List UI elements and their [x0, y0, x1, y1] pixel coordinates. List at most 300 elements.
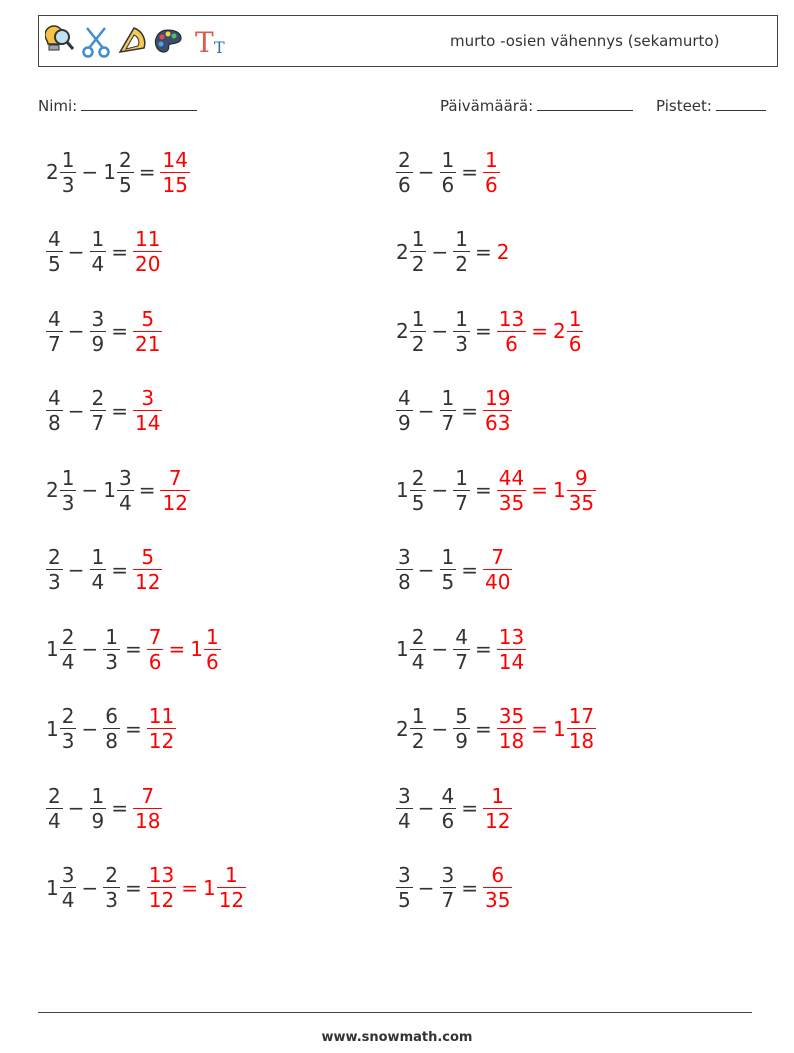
- minuend: [46, 148, 76, 197]
- whole-number: 2: [396, 239, 409, 264]
- numerator: 19: [485, 386, 511, 410]
- fraction: [117, 466, 134, 515]
- minus-sign: −: [67, 796, 85, 820]
- numerator: 35: [498, 704, 525, 728]
- subtrahend: [103, 625, 120, 674]
- numerator: 3: [61, 863, 75, 887]
- denominator: 4: [91, 570, 105, 594]
- denominator: 6: [398, 172, 411, 197]
- minuend: [396, 863, 413, 912]
- equals-sign: =: [474, 716, 492, 741]
- whole-number: 1: [46, 637, 59, 661]
- equals-sign: =: [124, 637, 142, 661]
- fraction: [90, 784, 107, 833]
- answer: [483, 784, 512, 833]
- fraction: [440, 863, 457, 912]
- denominator: 3: [48, 570, 61, 594]
- equals-sign: =: [124, 716, 142, 741]
- minus-sign: −: [417, 875, 435, 900]
- answer-equals-sign: =: [531, 478, 548, 502]
- answer: [133, 307, 162, 356]
- equals-sign: =: [111, 319, 128, 343]
- numerator: 2: [61, 624, 75, 649]
- fraction: [90, 545, 107, 594]
- minuend: [396, 784, 413, 833]
- denominator: 3: [105, 649, 118, 674]
- denominator: 4: [61, 649, 75, 674]
- fraction: [440, 148, 457, 197]
- minuend: [396, 227, 426, 276]
- subtrahend: [453, 227, 470, 276]
- fraction: [60, 466, 77, 515]
- numerator: 1: [441, 545, 455, 569]
- minus-sign: −: [431, 319, 449, 343]
- answer-whole: 2: [496, 239, 510, 264]
- denominator: 9: [91, 331, 105, 356]
- answer-mixed-number: [203, 863, 246, 912]
- answer: [483, 148, 500, 197]
- whole-number: 2: [396, 716, 409, 741]
- fraction: [567, 307, 584, 356]
- minus-sign: −: [67, 239, 85, 264]
- numerator: 7: [168, 465, 182, 490]
- whole-number: 1: [396, 637, 409, 661]
- fraction: [46, 386, 63, 435]
- denominator: 4: [61, 888, 75, 912]
- minus-sign: −: [81, 875, 99, 900]
- problem-item: [396, 223, 510, 281]
- denominator: 4: [398, 808, 411, 833]
- answer: [483, 863, 512, 912]
- denominator: 2: [411, 729, 425, 753]
- subtrahend: [103, 466, 133, 515]
- whole-number: 2: [46, 160, 59, 184]
- minuend: [396, 466, 426, 515]
- minus-sign: −: [81, 478, 99, 502]
- problem-item: [46, 223, 162, 281]
- denominator: 4: [118, 490, 132, 515]
- minuend: [46, 863, 76, 912]
- numerator: 13: [498, 306, 525, 331]
- answer-mixed-number: [553, 307, 583, 356]
- numerator: 1: [61, 147, 75, 172]
- answer-fraction: [497, 625, 526, 674]
- subtrahend: [90, 386, 107, 435]
- denominator: 18: [135, 808, 161, 833]
- minus-sign: −: [67, 398, 85, 423]
- numerator: 2: [118, 147, 132, 172]
- answer-mixed-number: [553, 466, 596, 515]
- score-blank[interactable]: [716, 95, 766, 111]
- fraction: [396, 545, 413, 594]
- fraction: [396, 386, 413, 435]
- fraction: [60, 625, 77, 674]
- answer-equals-sign: =: [531, 716, 548, 741]
- answer-fraction: [483, 784, 512, 833]
- fraction: [410, 307, 427, 356]
- subtrahend: [440, 386, 457, 435]
- denominator: 5: [48, 252, 61, 276]
- fraction: [103, 863, 120, 912]
- scissors-icon: [81, 22, 111, 60]
- denominator: 21: [135, 331, 161, 356]
- date-field[interactable]: [440, 95, 633, 115]
- numerator: 1: [411, 306, 425, 331]
- numerator: 1: [485, 147, 498, 172]
- answer-fraction: [133, 227, 162, 276]
- fraction: [46, 307, 63, 356]
- date-blank[interactable]: [537, 95, 633, 111]
- fraction: [46, 545, 63, 594]
- svg-text:T: T: [214, 38, 225, 57]
- fraction: [117, 148, 134, 197]
- numerator: 44: [498, 465, 525, 490]
- denominator: 18: [568, 729, 595, 753]
- numerator: 14: [162, 147, 188, 172]
- whole-number: 1: [202, 875, 216, 900]
- denominator: 14: [498, 649, 525, 674]
- minus-sign: −: [431, 716, 449, 741]
- minus-sign: −: [417, 398, 435, 423]
- numerator: 1: [225, 863, 238, 887]
- numerator: 2: [411, 465, 425, 490]
- fraction: [440, 545, 457, 594]
- problem-item: [46, 700, 176, 758]
- score-field[interactable]: [656, 95, 766, 115]
- answer: [497, 625, 526, 674]
- numerator: 3: [141, 386, 155, 410]
- subtrahend: [440, 545, 457, 594]
- denominator: 14: [135, 411, 161, 435]
- numerator: 1: [105, 624, 118, 649]
- denominator: 7: [455, 649, 468, 674]
- minuend: [396, 625, 426, 674]
- fraction: [440, 784, 457, 833]
- minuend: [46, 386, 63, 435]
- subtrahend: [440, 863, 457, 912]
- minus-sign: −: [431, 637, 449, 661]
- denominator: 5: [398, 888, 411, 912]
- denominator: 6: [485, 172, 498, 197]
- equals-sign: =: [474, 637, 492, 661]
- problem-item: [396, 620, 526, 678]
- problem-item: [396, 382, 512, 440]
- minuend: [396, 386, 413, 435]
- answer-equals-sign: =: [168, 637, 186, 661]
- numerator: 1: [441, 386, 455, 410]
- whole-number: 1: [46, 875, 59, 900]
- numerator: 4: [398, 386, 411, 410]
- answer: [497, 307, 584, 356]
- score-label: Pisteet:: [656, 97, 712, 115]
- icon-strip: [45, 22, 229, 60]
- problem-item: [396, 461, 596, 519]
- fraction: [410, 704, 427, 753]
- answer-fraction: [147, 704, 176, 753]
- subtrahend: [453, 704, 470, 753]
- problem-item: [46, 143, 190, 201]
- whole-number: 1: [396, 478, 409, 502]
- minuend: [46, 545, 63, 594]
- fraction: [90, 307, 107, 356]
- minuend: [46, 625, 76, 674]
- fraction: [453, 704, 470, 753]
- equals-sign: =: [461, 557, 478, 582]
- answer: [483, 545, 512, 594]
- subtrahend: [453, 625, 470, 674]
- answer: [147, 863, 246, 912]
- whole-number: 2: [46, 478, 59, 502]
- problem-item: [396, 143, 500, 201]
- minus-sign: −: [81, 716, 99, 741]
- fraction: [396, 148, 413, 197]
- denominator: 35: [498, 490, 525, 515]
- page-title: murto -osien vähennys (sekamurto): [450, 32, 720, 50]
- date-label: Päivämäärä:: [440, 97, 534, 115]
- answer: [483, 386, 512, 435]
- answer: [160, 466, 189, 515]
- minus-sign: −: [417, 557, 435, 582]
- equals-sign: =: [111, 557, 128, 582]
- numerator: 7: [148, 624, 162, 649]
- fraction: [103, 704, 120, 753]
- fraction: [567, 466, 596, 515]
- minuend: [46, 227, 63, 276]
- subtrahend: [90, 227, 107, 276]
- minuend: [46, 466, 76, 515]
- answer-mixed-number: [553, 704, 596, 753]
- subtrahend: [103, 863, 120, 912]
- numerator: 5: [455, 704, 468, 728]
- denominator: 4: [91, 252, 105, 276]
- whole-number: 1: [190, 637, 203, 661]
- denominator: 9: [91, 808, 105, 833]
- numerator: 1: [205, 624, 219, 649]
- denominator: 4: [411, 649, 425, 674]
- fraction: [204, 625, 221, 674]
- minus-sign: −: [67, 319, 85, 343]
- numerator: 1: [411, 704, 425, 728]
- numerator: 2: [91, 386, 105, 410]
- header-box: [38, 15, 778, 67]
- minuend: [46, 704, 76, 753]
- denominator: 12: [162, 490, 188, 515]
- denominator: 6: [148, 649, 162, 674]
- numerator: 3: [91, 306, 105, 331]
- denominator: 8: [48, 411, 61, 435]
- denominator: 3: [455, 331, 468, 356]
- minus-sign: −: [417, 160, 435, 184]
- equals-sign: =: [138, 160, 156, 184]
- answer: [147, 704, 176, 753]
- problem-item: [46, 620, 221, 678]
- denominator: 5: [411, 490, 425, 515]
- text-size-icon: [189, 22, 229, 60]
- denominator: 9: [455, 729, 468, 753]
- fraction: [396, 784, 413, 833]
- fraction: [46, 784, 63, 833]
- fraction: [90, 386, 107, 435]
- denominator: 6: [568, 331, 582, 356]
- numerator: 1: [455, 306, 468, 331]
- denominator: 6: [505, 331, 518, 356]
- subtrahend: [440, 148, 457, 197]
- minuend: [396, 307, 426, 356]
- denominator: 2: [455, 252, 468, 276]
- footer-divider: [38, 1012, 752, 1013]
- denominator: 40: [485, 570, 511, 594]
- answer-fraction: [483, 545, 512, 594]
- numerator: 1: [61, 465, 75, 490]
- whole-number: 1: [103, 478, 116, 502]
- numerator: 11: [148, 704, 175, 728]
- denominator: 12: [148, 888, 175, 912]
- denominator: 12: [218, 888, 245, 912]
- subtrahend: [453, 307, 470, 356]
- fraction: [217, 863, 246, 912]
- equals-sign: =: [474, 478, 492, 502]
- answer: [133, 545, 162, 594]
- numerator: 3: [441, 863, 455, 887]
- fraction: [90, 227, 107, 276]
- fraction: [453, 307, 470, 356]
- denominator: 3: [61, 172, 75, 197]
- answer-fraction: [147, 625, 164, 674]
- denominator: 7: [441, 411, 455, 435]
- whole-number: 2: [396, 319, 409, 343]
- numerator: 4: [48, 386, 61, 410]
- problem-item: [46, 779, 162, 837]
- whole-number: 1: [552, 716, 566, 741]
- numerator: 4: [455, 624, 468, 649]
- denominator: 3: [61, 729, 75, 753]
- answer-fraction: [160, 466, 189, 515]
- minuend: [46, 307, 63, 356]
- footer-url: www.snowmath.com: [321, 1030, 473, 1045]
- problem-item: [396, 302, 583, 360]
- answer: [133, 227, 162, 276]
- equals-sign: =: [111, 239, 128, 264]
- problem-item: [46, 461, 190, 519]
- minus-sign: −: [81, 637, 99, 661]
- minus-sign: −: [431, 478, 449, 502]
- problem-item: [46, 302, 162, 360]
- minuend: [396, 704, 426, 753]
- fraction: [567, 704, 596, 753]
- equals-sign: =: [461, 875, 478, 900]
- denominator: 4: [48, 808, 61, 833]
- protractor-icon: [117, 22, 147, 60]
- answer: [133, 386, 162, 435]
- numerator: 11: [135, 227, 161, 251]
- fraction: [440, 386, 457, 435]
- minuend: [46, 784, 63, 833]
- equals-sign: =: [461, 160, 478, 184]
- svg-text:T: T: [195, 26, 214, 59]
- name-field[interactable]: [38, 95, 197, 115]
- answer-equals-sign: =: [181, 875, 198, 900]
- answer: [497, 240, 511, 264]
- answer-equals-sign: =: [531, 319, 548, 343]
- numerator: 1: [91, 783, 105, 808]
- denominator: 6: [441, 172, 455, 197]
- denominator: 9: [398, 411, 411, 435]
- subtrahend: [440, 784, 457, 833]
- problem-item: [396, 779, 512, 837]
- denominator: 7: [48, 331, 61, 356]
- numerator: 6: [105, 704, 118, 728]
- fraction: [410, 625, 427, 674]
- denominator: 7: [441, 888, 455, 912]
- numerator: 3: [398, 545, 411, 569]
- equals-sign: =: [111, 398, 128, 423]
- numerator: 7: [141, 783, 155, 808]
- denominator: 8: [398, 570, 411, 594]
- numerator: 1: [491, 783, 505, 808]
- problem-item: [46, 382, 162, 440]
- denominator: 35: [485, 888, 511, 912]
- lightbulb-magnifier-icon: [45, 22, 75, 60]
- numerator: 4: [48, 306, 61, 331]
- answer-fraction: [133, 386, 162, 435]
- equals-sign: =: [461, 398, 478, 423]
- numerator: 2: [411, 624, 425, 649]
- whole-number: 1: [46, 716, 59, 741]
- answer-fraction: [147, 863, 176, 912]
- fraction: [60, 863, 77, 912]
- numerator: 2: [48, 783, 61, 808]
- denominator: 5: [118, 172, 132, 197]
- answer-fraction: [483, 148, 500, 197]
- denominator: 3: [61, 490, 75, 515]
- fraction: [103, 625, 120, 674]
- problem-item: [396, 859, 512, 917]
- fraction: [60, 704, 77, 753]
- numerator: 1: [91, 545, 105, 569]
- whole-number: 1: [103, 160, 116, 184]
- numerator: 7: [491, 545, 505, 569]
- numerator: 13: [498, 624, 525, 649]
- numerator: 3: [398, 783, 411, 808]
- name-label: Nimi:: [38, 97, 78, 115]
- denominator: 63: [485, 411, 511, 435]
- subtrahend: [90, 307, 107, 356]
- denominator: 7: [455, 490, 468, 515]
- denominator: 20: [135, 252, 161, 276]
- denominator: 15: [162, 172, 188, 197]
- numerator: 2: [61, 704, 75, 728]
- denominator: 5: [441, 570, 455, 594]
- numerator: 1: [91, 227, 105, 251]
- fraction: [453, 227, 470, 276]
- answer-fraction: [160, 148, 189, 197]
- answer: [160, 148, 189, 197]
- numerator: 13: [148, 863, 175, 887]
- fraction: [46, 227, 63, 276]
- answer-fraction: [497, 466, 526, 515]
- numerator: 17: [568, 704, 595, 728]
- numerator: 2: [398, 147, 411, 172]
- denominator: 18: [498, 729, 525, 753]
- denominator: 12: [148, 729, 175, 753]
- answer-fraction: [483, 386, 512, 435]
- answer-fraction: [133, 784, 162, 833]
- numerator: 1: [441, 147, 455, 172]
- palette-icon: [153, 22, 183, 60]
- numerator: 1: [455, 465, 468, 490]
- name-blank[interactable]: [81, 95, 197, 111]
- problem-item: [46, 859, 246, 917]
